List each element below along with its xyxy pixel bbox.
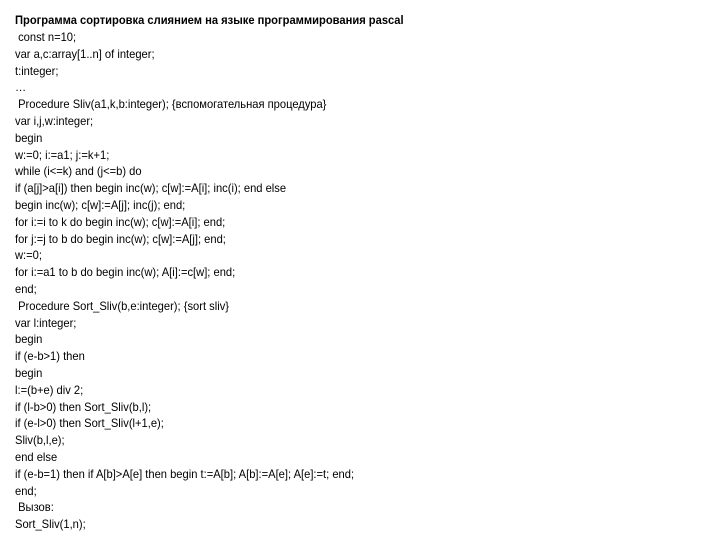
- code-line: Procedure Sliv(a1,k,b:integer); {вспомогательная процедура}: [15, 97, 327, 112]
- code-line: w:=0; i:=a1; j:=k+1;: [15, 147, 110, 162]
- code-line: var l:integer;: [15, 315, 77, 330]
- code-line: end;: [15, 483, 37, 498]
- code-line: w:=0;: [15, 248, 42, 263]
- code-line: for i:=i to k do begin inc(w); c[w]:=A[i]; end;: [15, 214, 226, 229]
- document-title: Программа сортировка слиянием на языке программирования pascal: [15, 13, 404, 27]
- code-line: begin: [15, 365, 43, 380]
- code-line: const n=10;: [15, 30, 77, 44]
- code-line: Sliv(b,l,e);: [15, 433, 65, 448]
- code-line: l:=(b+e) div 2;: [15, 382, 84, 397]
- code-line: begin: [15, 332, 43, 347]
- code-line: while (i<=k) and (j<=b) do: [15, 164, 142, 179]
- code-line: end else: [15, 449, 58, 464]
- code-line: if (a[j]>a[i]) then begin inc(w); c[w]:=A[i]; inc(i); end else: [15, 181, 287, 196]
- code-line: if (e-b=1) then if A[b]>A[e] then begin t:=A[b]; A[b]:=A[e]; A[e]:=t; end;: [15, 466, 355, 481]
- code-line: for i:=a1 to b do begin inc(w); A[i]:=c[w]; end;: [15, 265, 236, 280]
- document: [15, 12, 705, 533]
- code-line: begin: [15, 130, 43, 145]
- code-line: if (e-l>0) then Sort_Sliv(l+1,e);: [15, 416, 164, 431]
- code-line: Procedure Sort_Sliv(b,e:integer); {sort sliv}: [15, 298, 230, 313]
- code-line: begin inc(w); c[w]:=A[j]; inc(j); end;: [15, 197, 186, 212]
- code-line: var a,c:array[1..n] of integer;: [15, 46, 155, 61]
- code-line: t:integer;: [15, 63, 59, 78]
- code-line: …: [15, 80, 27, 95]
- code-line: Sort_Sliv(1,n);: [15, 517, 86, 532]
- code-listing: [15, 29, 705, 533]
- code-line: end;: [15, 281, 37, 296]
- code-line: for j:=j to b do begin inc(w); c[w]:=A[j]; end;: [15, 231, 226, 246]
- code-line: if (e-b>1) then: [15, 349, 85, 364]
- code-line: Вызов:: [15, 500, 54, 515]
- code-line: var i,j,w:integer;: [15, 113, 94, 128]
- code-line: if (l-b>0) then Sort_Sliv(b,l);: [15, 399, 152, 414]
